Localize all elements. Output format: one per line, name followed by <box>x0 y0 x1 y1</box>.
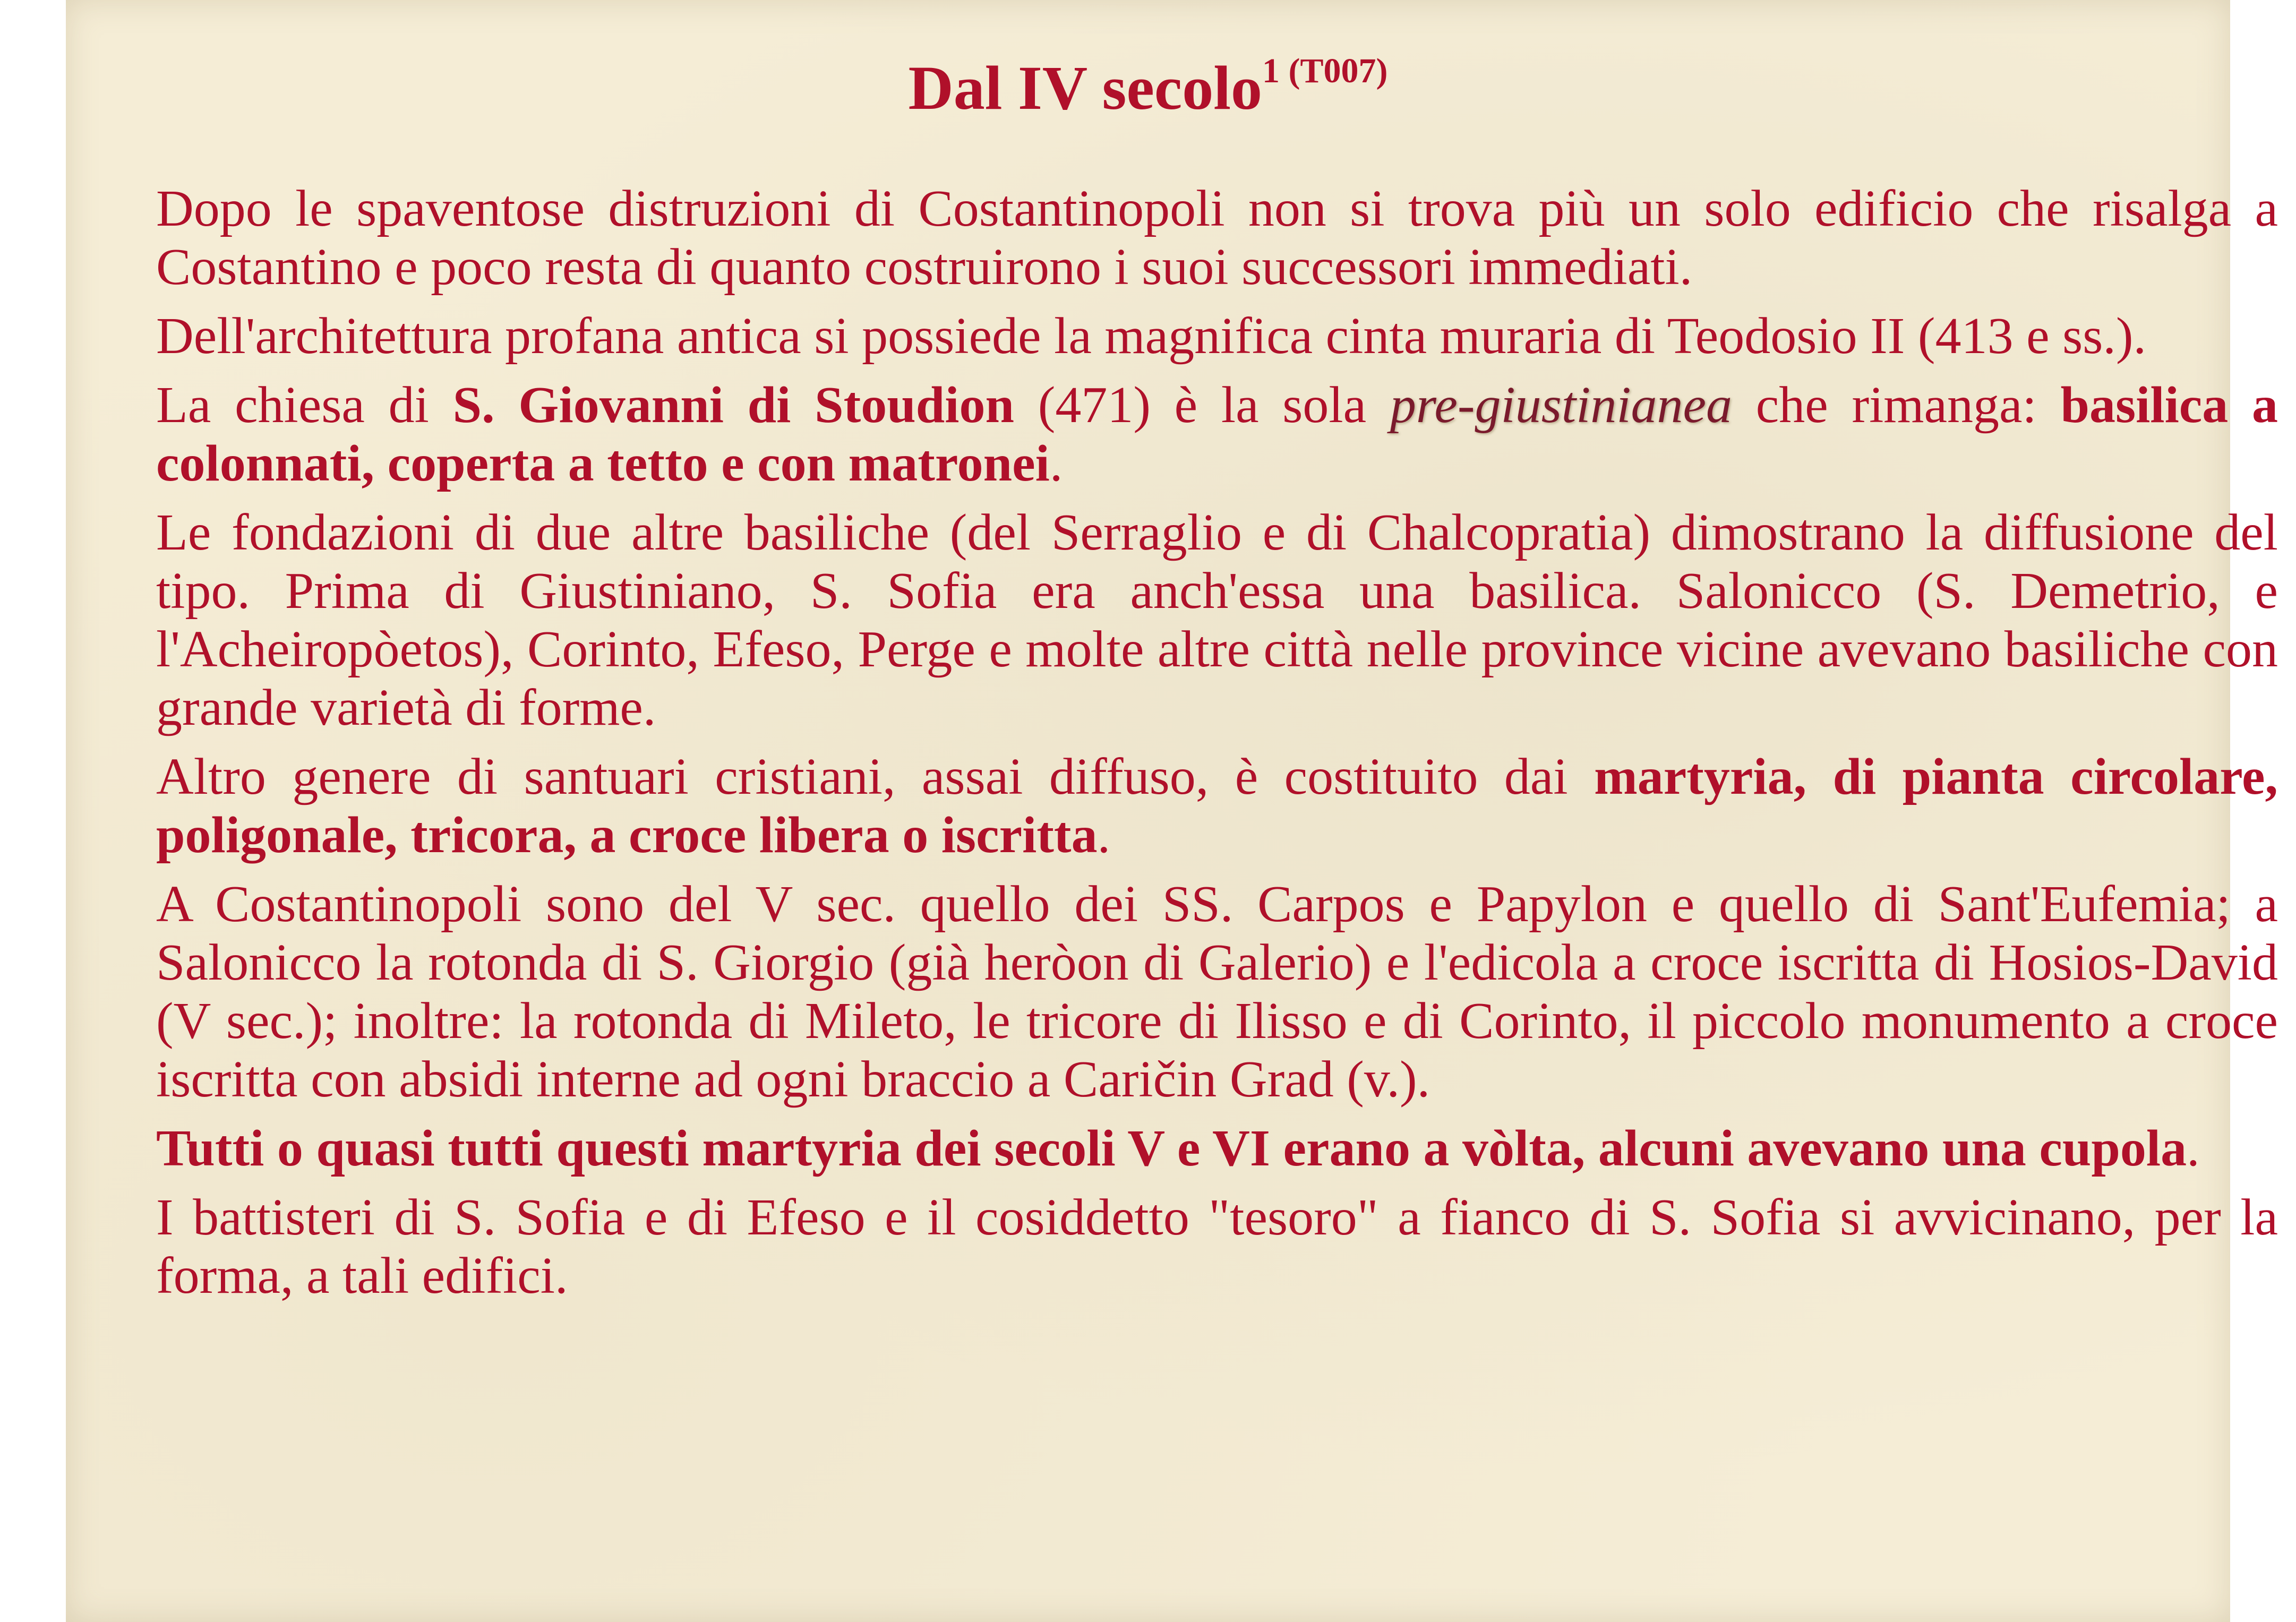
p3-text-c: (471) è la sola <box>1014 376 1390 434</box>
paragraph-5 <box>156 748 2278 864</box>
p3-text-a: La chiesa di <box>156 376 453 434</box>
document-page <box>66 0 2278 1622</box>
p3-bold-church-name: S. Giovanni di Stoudion <box>452 376 1014 434</box>
paragraph-7 <box>156 1119 2278 1178</box>
p7-text-b: . <box>2187 1120 2200 1177</box>
p3-bold-description: basilica a colonnati, coperta a tetto e con matronei <box>156 376 2278 492</box>
paragraph-1: Dopo le spaventose distruzioni di Costantinopoli non si trova più un solo edificio che risalga a Costantino e poco resta di quanto costruirono i suoi successori immediati. <box>156 180 2278 296</box>
p5-text-c: . <box>1097 806 1111 864</box>
paragraph-6: A Costantinopoli sono del V sec. quello dei SS. Carpos e Papylon e quello di Sant'Eufemia; a Salonicco la rotonda di S. Giorgio (già heròon di Galerio) e l'edicola a croce iscritta di Hosios-David (V sec.); inoltre: la rotonda di Mileto, le tricore di Ilisso e di Corinto, il piccolo monumento a croce iscritta con absidi interne ad ogni braccio a Caričin Grad (v.). <box>156 876 2278 1108</box>
paragraph-4: Le fondazioni di due altre basiliche (del Serraglio e di Chalcopratia) dimostrano la diffusione del tipo. Prima di Giustiniano, S. Sofia era anch'essa una basilica. Salonicco (S. Demetrio, e l'Acheiropòetos), Corinto, Efeso, Perge e molte altre città nelle province vicine avevano basiliche con grande varietà di forme. <box>156 504 2278 736</box>
p3-text-e: che rimanga: <box>1732 376 2061 434</box>
p5-bold-martyria: martyria, di pianta circolare, poligonale, tricora, a croce libera o iscritta <box>156 748 2278 864</box>
page-title <box>66 51 2230 125</box>
paragraph-3 <box>156 376 2278 493</box>
body-text <box>156 179 2278 1316</box>
paragraph-8: I battisteri di S. Sofia e di Efeso e il cosiddetto "tesoro" a fianco di S. Sofia si avvicinano, per la forma, a tali edifici. <box>156 1189 2278 1305</box>
page-title-text: Dal IV secolo <box>908 53 1262 123</box>
p3-text-g: . <box>1049 435 1063 492</box>
paragraph-2: Dell'architettura profana antica si possiede la magnifica cinta muraria di Teodosio II (413 e ss.). <box>156 307 2146 365</box>
p5-text-a: Altro genere di santuari cristiani, assai diffuso, è costituito dai <box>156 748 1595 805</box>
p3-italic-term: pre-giustinianea <box>1390 376 1733 434</box>
footnote-reference: 1 (T007) <box>1262 51 1388 90</box>
p7-bold-statement: Tutti o quasi tutti questi martyria dei secoli V e VI erano a vòlta, alcuni avevano una cupola <box>156 1120 2187 1177</box>
